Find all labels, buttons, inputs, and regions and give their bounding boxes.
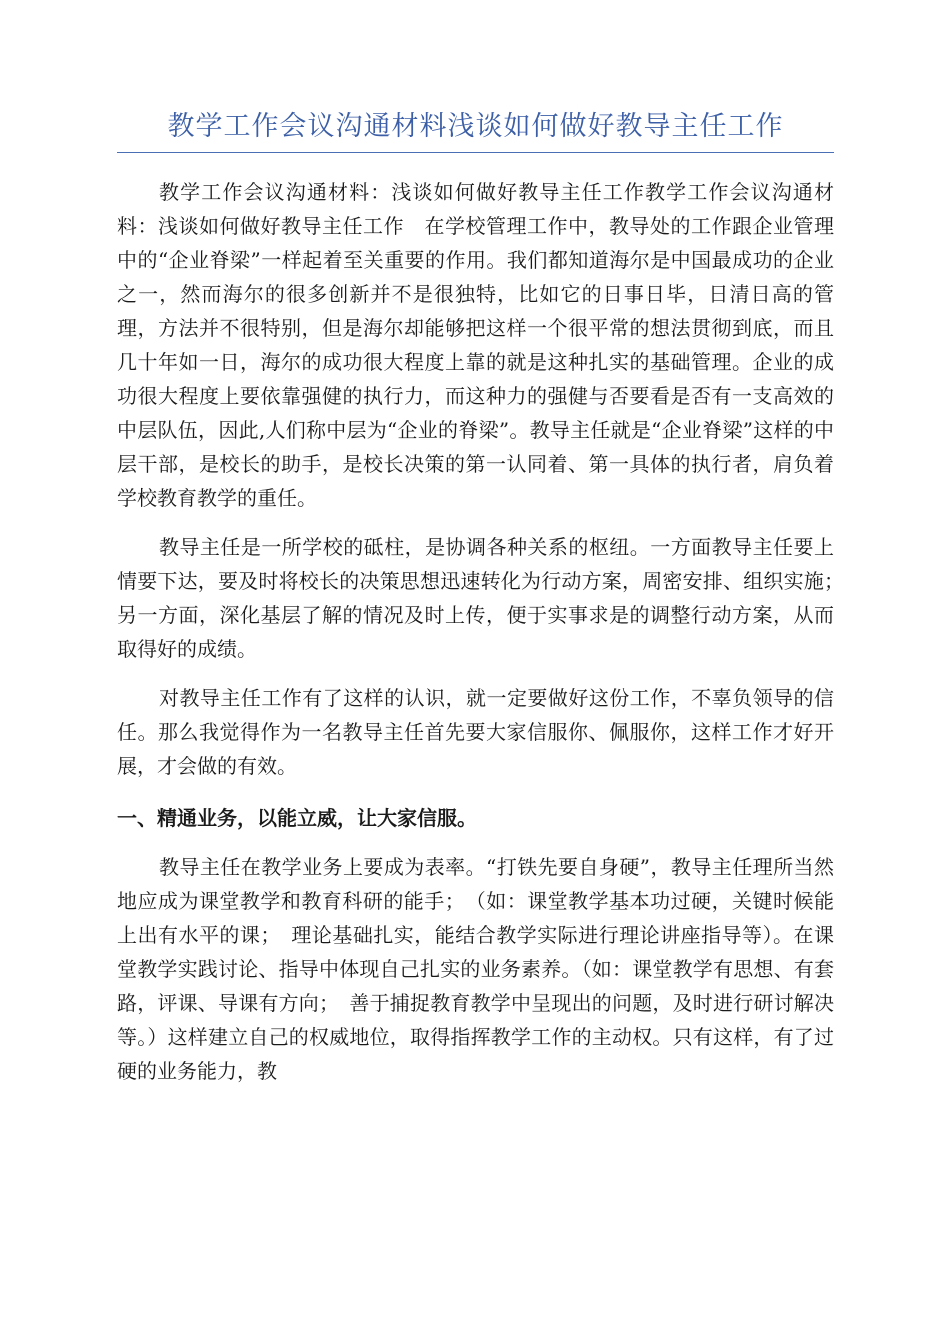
document-page xyxy=(117,108,854,1088)
document-title: 教学工作会议沟通材料浅谈如何做好教导主任工作 xyxy=(117,108,834,153)
body-paragraph-1: 教学工作会议沟通材料：浅谈如何做好教导主任工作教学工作会议沟通材料：浅谈如何做好教导主任工作 在学校管理工作中，教导处的工作跟企业管理中的“企业脊梁”一样起着至关重要的作用。我们都知道海尔是中国最成功的企业之一，然而海尔的很多创新并不是很独特，比如它的日事日毕，日清日高的管理，方法并不很特别，但是海尔却能够把这样一个很平常的想法贯彻到底，而且几十年如一日，海尔的成功很大程度上靠的就是这种扎实的基础管理。企业的成功很大程度上要依靠强健的执行力，而这种力的强健与否要看是否有一支高效的中层队伍，因此,人们称中层为“企业的脊梁”。教导主任就是“企业脊梁”这样的中层干部，是校长的助手，是校长决策的第一认同着、第一具体的执行者，肩负着学校教育教学的重任。 xyxy=(117,180,834,510)
section-paragraph: 教导主任在教学业务上要成为表率。“打铁先要自身硬”，教导主任理所当然地应成为课堂教学和教育科研的能手； （如：课堂教学基本功过硬，关键时候能上出有水平的课； 理论基础扎实，能结合教学实际进行理论讲座指导等）。在课堂教学实践讨论、指导中体现自己扎实的业务素养。（如：课堂教学有思想、有套路，评课、导课有方向； 善于捕捉教育教学中呈现出的问题，及时进行研讨解决等。）这样建立自己的权威地位，取得指挥教学工作的主动权。只有这样，有了过硬的业务能力，教 xyxy=(117,855,834,1083)
section-heading: 一、精通业务，以能立威，让大家信服。 xyxy=(117,806,477,830)
body-paragraph-3: 对教导主任工作有了这样的认识，就一定要做好这份工作，不辜负领导的信任。那么我觉得作为一名教导主任首先要大家信服你、佩服你，这样工作才好开展，才会做的有效。 xyxy=(117,686,834,778)
body-paragraph-2: 教导主任是一所学校的砥柱，是协调各种关系的枢纽。一方面教导主任要上情要下达，要及时将校长的决策思想迅速转化为行动方案，周密安排、组织实施； 另一方面，深化基层了解的情况及时上传，便于实事求是的调整行动方案，从而取得好的成绩。 xyxy=(117,535,854,661)
